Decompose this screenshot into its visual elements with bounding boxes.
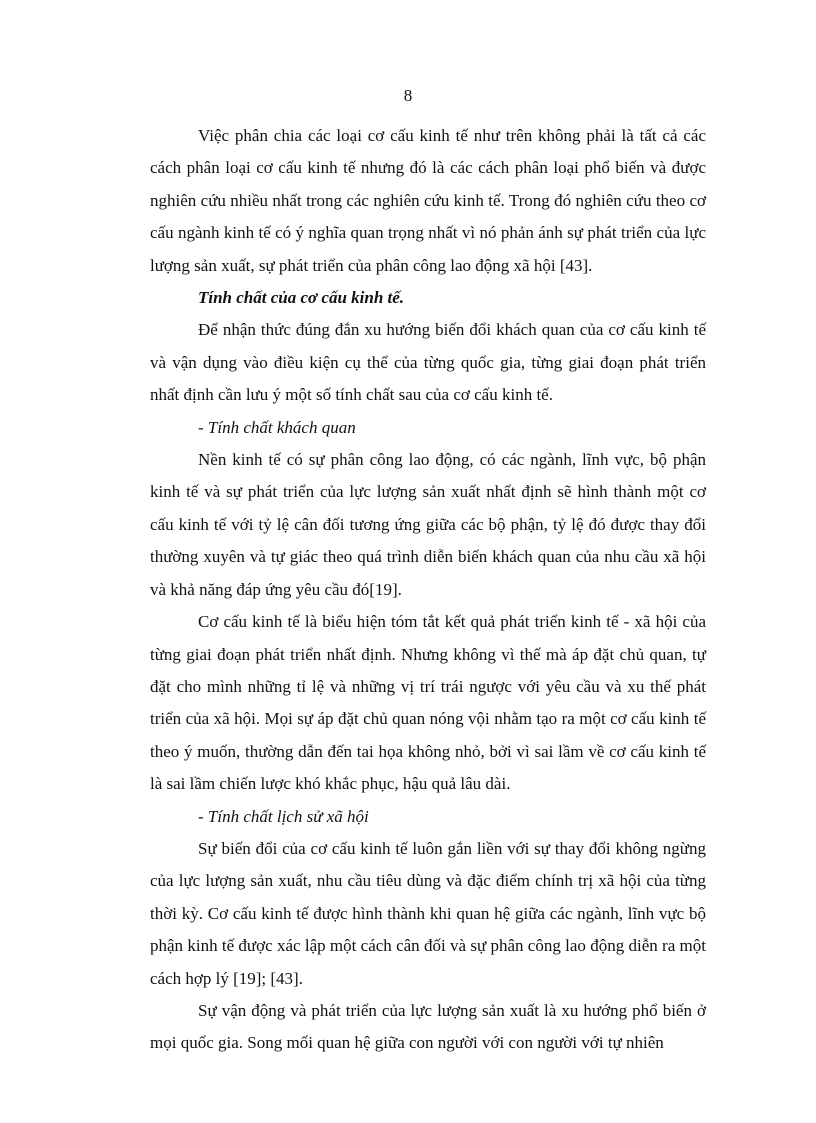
- section-heading-properties: Tính chất của cơ cấu kinh tế.: [198, 288, 405, 308]
- page-number: 8: [403, 86, 413, 105]
- paragraph-summary-expression: Cơ cấu kinh tế là biểu hiện tóm tắt kết quả phát triển kinh tế - xã hội của từng giai đoạn phát triển nhất định. Nhưng không vì thế mà áp đặt chủ quan, tự đặt cho mình những tỉ lệ và những vị trí trái ngược với yêu cầu và xu thế phát triển của xã hội. Mọi sự áp đặt chủ quan nóng vội nhằm tạo ra một cơ cấu kinh tế theo ý muốn, thường dẫn đến tai họa không nhỏ, bởi vì sai lầm về cơ cấu kinh tế là sai lầm chiến lược khó khắc phục, hậu quả lâu dài.: [150, 612, 706, 794]
- paragraph-historical-social-nature: Sự biến đổi của cơ cấu kinh tế luôn gắn liền với sự thay đổi không ngừng của lực lượng sản xuất, nhu cầu tiêu dùng và đặc điểm chính trị xã hội của từng thời kỳ. Cơ cấu kinh tế được hình thành khi quan hệ giữa các ngành, lĩnh vực bộ phận kinh tế được xác lập một cách cân đối và sự phân công lao động diễn ra một cách hợp lý [19]; [43].: [150, 838, 706, 988]
- page-body: [150, 120, 706, 1060]
- paragraph-classification-summary: Việc phân chia các loại cơ cấu kinh tế như trên không phải là tất cả các cách phân loại cơ cấu kinh tế nhưng đó là các cách phân loại phổ biến và được nghiên cứu nhiều nhất trong các nghiên cứu kinh tế. Trong đó nghiên cứu theo cơ cấu ngành kinh tế có ý nghĩa quan trọng nhất vì nó phản ánh sự phát triển của lực lượng sản xuất, sự phát triển của phân công lao động xã hội [43].: [150, 126, 706, 275]
- subheading-objective-nature: - Tính chất khách quan: [198, 417, 356, 437]
- subheading-historical-social-nature: - Tính chất lịch sử xã hội: [198, 806, 369, 826]
- paragraph-objective-nature: Nền kinh tế có sự phân công lao động, có các ngành, lĩnh vực, bộ phận kinh tế và sự phát triển của lực lượng sản xuất nhất định sẽ hình thành một cơ cấu kinh tế với tỷ lệ cân đối tương ứng giữa các bộ phận, tỷ lệ đó được thay đổi thường xuyên và tự giác theo quá trình diễn biến khách quan của nhu cầu xã hội và khả năng đáp ứng yêu cầu đó[19].: [150, 450, 706, 599]
- paragraph-properties-intro: Để nhận thức đúng đắn xu hướng biến đổi khách quan của cơ cấu kinh tế và vận dụng vào điều kiện cụ thể của từng quốc gia, từng giai đoạn phát triển nhất định cần lưu ý một số tính chất sau của cơ cấu kinh tế.: [150, 320, 706, 405]
- paragraph-productive-forces: Sự vận động và phát triển của lực lượng sản xuất là xu hướng phổ biến ở mọi quốc gia. Song mối quan hệ giữa con người với con người với tự nhiên: [150, 1000, 706, 1053]
